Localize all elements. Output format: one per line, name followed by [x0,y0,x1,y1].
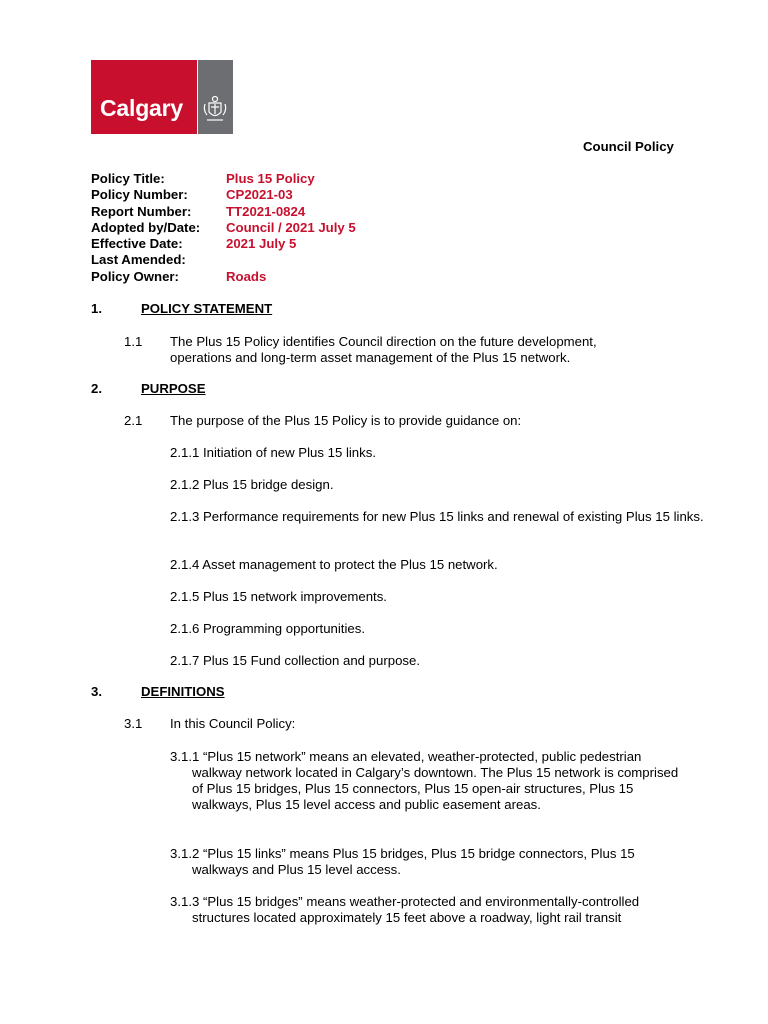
coat-of-arms-icon [202,94,228,124]
section-number: 3. [91,684,102,699]
subclause: 3.1.1 “Plus 15 network” means an elevated, weather-protected, public pedestrian walkway network located in Calgary’s downtown. The Plus 15 network is comprised of Plus 15 bridges, Plus 15 connectors, Plus 15 open-air structures, Plus 15 walkways, Plus 15 level access and public easement areas. [170,749,679,812]
section-number: 2. [91,381,102,396]
clause-number: 2.1 [124,413,143,428]
clause-text: In this Council Policy: [170,716,296,731]
section-number: 1. [91,301,102,316]
meta-label: Last Amended: [91,252,186,267]
document-type: Council Policy [583,139,674,154]
subclause: 3.1.3 “Plus 15 bridges” means weather-protected and environmentally-controlled structures located approximately 15 feet above a roadway, light rail transit [170,894,640,925]
meta-label: Policy Title: [91,171,165,186]
meta-label: Effective Date: [91,236,183,251]
clause-text: The Plus 15 Policy identifies Council direction on the future development, operations and long-term asset management of the Plus 15 network. [170,334,597,365]
clause-text: The purpose of the Plus 15 Policy is to provide guidance on: [170,413,522,428]
subclause: 2.1.7 Plus 15 Fund collection and purpose. [170,653,420,668]
meta-label: Policy Owner: [91,269,179,284]
subclause: 3.1.2 “Plus 15 links” means Plus 15 bridges, Plus 15 bridge connectors, Plus 15 walkways and Plus 15 level access. [170,846,635,877]
meta-label: Policy Number: [91,187,188,202]
meta-value: Plus 15 Policy [226,171,315,186]
clause-number: 3.1 [124,716,143,731]
subclause: 2.1.6 Programming opportunities. [170,621,365,636]
meta-value: TT2021-0824 [226,204,306,219]
meta-label: Adopted by/Date: [91,220,201,235]
meta-value: 2021 July 5 [226,236,297,251]
meta-value: Council / 2021 July 5 [226,220,356,235]
section-heading: DEFINITIONS [141,684,225,699]
subclause: 2.1.3 Performance requirements for new Plus 15 links and renewal of existing Plus 15 links. [170,509,704,524]
section-heading: PURPOSE [141,381,206,396]
meta-label: Report Number: [91,204,192,219]
clause-number: 1.1 [124,334,143,349]
subclause: 2.1.4 Asset management to protect the Plus 15 network. [170,557,498,572]
meta-value: Roads [226,269,267,284]
subclause: 2.1.5 Plus 15 network improvements. [170,589,387,604]
calgary-logo [91,60,233,134]
subclause: 2.1.2 Plus 15 bridge design. [170,477,334,492]
subclause: 2.1.1 Initiation of new Plus 15 links. [170,445,376,460]
meta-value: CP2021-03 [226,187,293,202]
section-heading: POLICY STATEMENT [141,301,273,316]
logo-wordmark: Calgary [100,95,183,121]
